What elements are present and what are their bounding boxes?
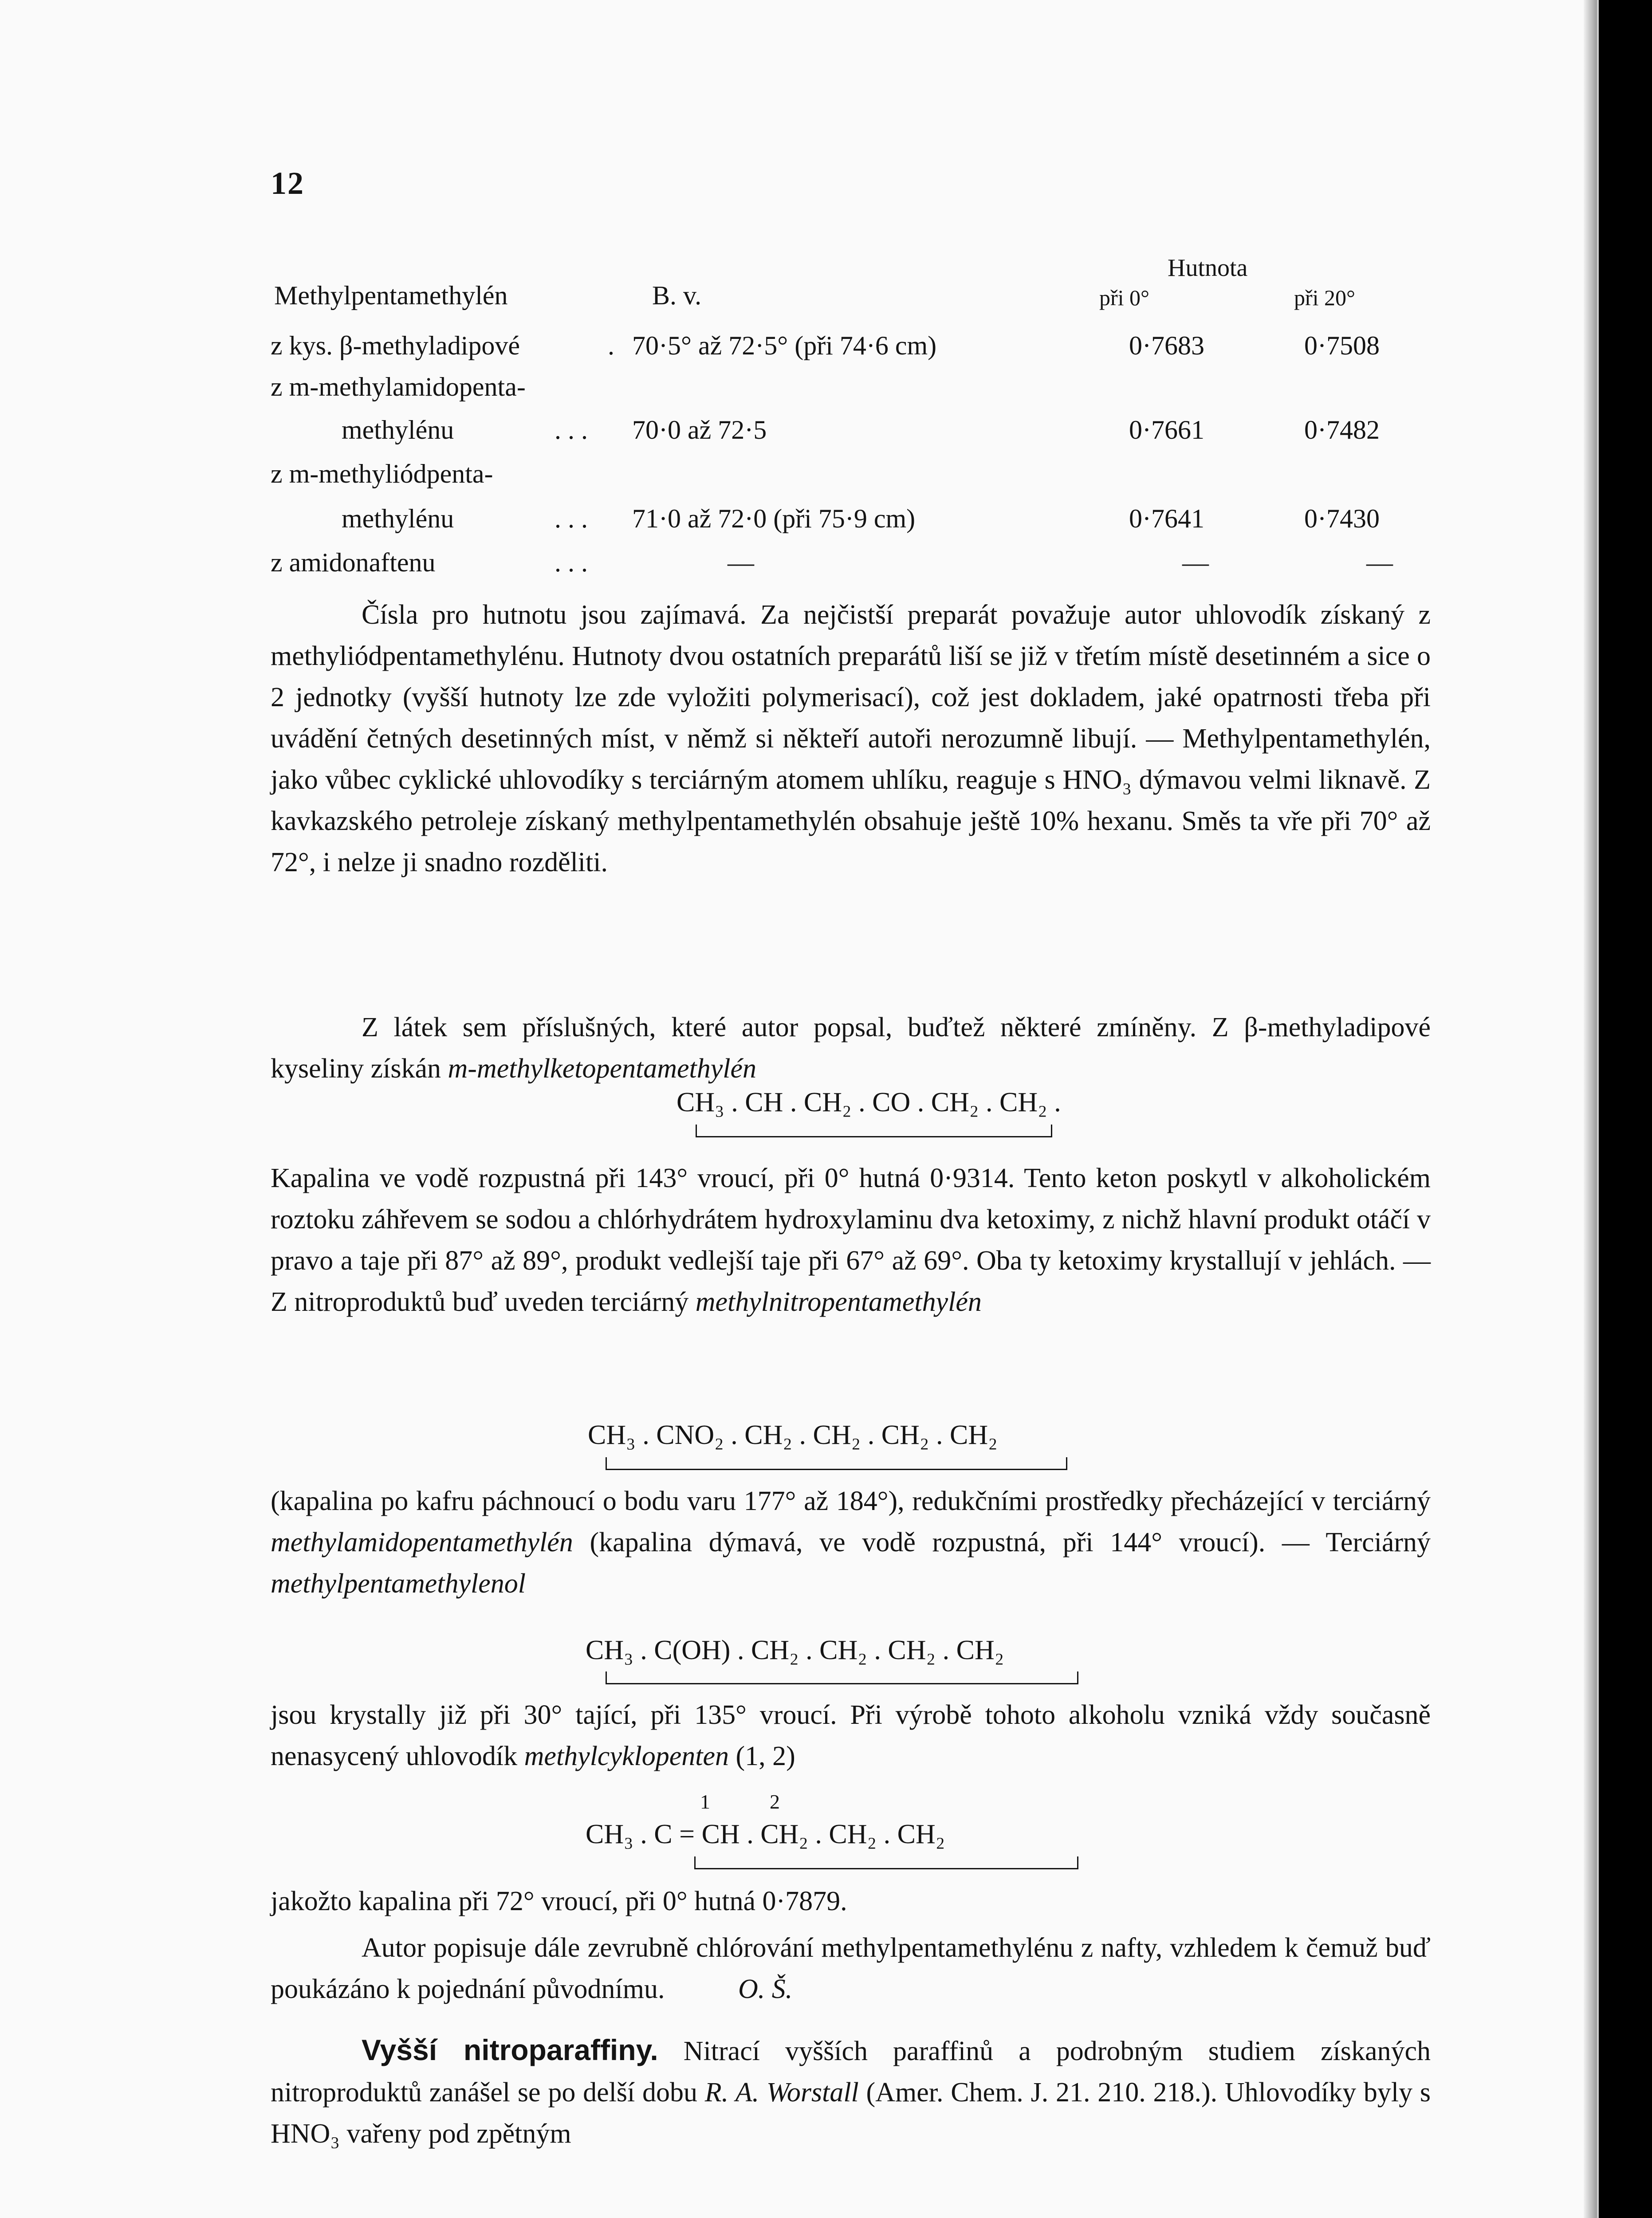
paragraph-text: Autor popisuje dále zevrubně chlórování methylpentamethylénu z nafty, vzhledem k čemuž buď poukázáno k pojednání původnímu. [271,1933,1431,2004]
row-bv: — [728,548,754,577]
row-dots: . . . [555,548,588,577]
row-bv: 70·0 až 72·5 [632,415,767,444]
row-name: z amidonaftenu [271,548,436,577]
ring-bracket [606,1671,1078,1684]
row-name: z m-methylamidopenta- [271,372,526,401]
table-header-density: Hutnota [1168,254,1248,282]
row-d0: 0·7683 [1129,331,1204,360]
table-header-at20: při 20° [1294,285,1356,310]
row-name: z kys. β-methyladipové [271,331,520,360]
compound-name: methylnitropentamethylén [695,1287,982,1317]
paragraph-text: Z látek sem příslušných, které autor popsal, buďtež některé zmíněny. Z β-methyladipové kyseliny získán [271,1012,1431,1084]
row-bv: 70·5° až 72·5° (při 74·6 cm) [632,331,937,360]
row-name: methylénu [342,504,454,533]
ring-bracket [606,1457,1067,1470]
table-header-bv: B. v. [652,281,702,310]
row-d0: — [1182,548,1209,577]
row-d0: 0·7641 [1129,504,1204,533]
compound-name: methylamidopentamethylén [271,1527,573,1557]
paragraph-text: Nitrací vyšších paraffinů a podrobným studiem získaných nitroproduktů zanášel se po delší dobu [271,2036,1431,2108]
section-title: Vyšší nitroparaffiny. [362,2033,658,2066]
author-name: R. A. Worstall [704,2077,859,2108]
row-name: z m-methyliódpenta- [271,459,493,488]
formula-methylpentamethylenol: CH₃ . C(OH) . CH₂ . CH₂ . CH₂ . CH₂ [586,1635,1004,1665]
table-header-at0: při 0° [1099,285,1150,310]
paragraph-keton [271,1158,1431,1323]
row-dots: . . . [555,415,588,444]
paragraph-nitro [271,1481,1431,1605]
paragraph-nitroparaffins [271,2029,1431,2155]
formula-methylnitropentamethylen: CH₃ . CNO₂ . CH₂ . CH₂ . CH₂ . CH₂ [588,1420,998,1450]
paragraph-chlorination [271,1927,1431,2010]
row-bv: 71·0 až 72·0 (při 75·9 cm) [632,504,916,533]
row-name: methylénu [342,415,454,444]
page-number: 12 [271,165,304,201]
row-d0: 0·7661 [1129,415,1204,444]
paragraph-text: jsou krystally již při 30° tající, při 135° vroucí. Při výrobě tohoto alkoholu vzniká vždy současně nenasycený uhlovodík [271,1700,1431,1771]
compound-name: methylcyklopenten [524,1741,729,1771]
atom-number: 2 [770,1790,780,1813]
ring-bracket [694,1856,1078,1869]
row-dots: . [608,331,614,360]
formula-methylcyklopenten: CH₃ . C = CH . CH₂ . CH₂ . CH₂ [586,1819,945,1849]
row-d20: 0·7482 [1304,415,1380,444]
ring-bracket [696,1125,1052,1137]
paragraph-text: Kapalina ve vodě rozpustná při 143° vroucí, při 0° hutná 0·9314. Tento keton poskytl v alkoholickém roztoku záhřevem se sodou a chlórhydrátem hydroxylaminu dva ketoximy, z nichž hlavní produkt otáčí v pravo a taje při 87° až 89°, produkt vedlejší taje při 67° až 69°. Oba ty ketoximy krystallují v jehlách. — Z nitroproduktů buď uveden terciárný [271,1163,1431,1317]
paragraph-liquid: jakožto kapalina při 72° vroucí, při 0° hutná 0·7879. [271,1886,847,1916]
compound-name: m-methylketopentamethylén [448,1054,756,1084]
page-edge-shadow [1584,0,1597,2218]
row-d20: 0·7508 [1304,331,1380,360]
paragraph-alcohol [271,1695,1431,1777]
row-d20: 0·7430 [1304,504,1380,533]
paragraph-text: (1, 2) [736,1741,795,1771]
compound-name: methylpentamethylenol [271,1569,526,1599]
row-dots: . . . [555,504,588,533]
table-header-name: Methylpentamethylén [274,281,508,310]
paragraph-density-discussion: Čísla pro hutnotu jsou zajímavá. Za nejčistší preparát považuje autor uhlovodík získaný z methyliódpentamethylénu. Hutnoty dvou ostatních preparátů liší se již v třetím místě desetinném a sice o 2 jednotky (vyšší hutnoty lze zde vyložiti polymerisací), což jest dokladem, jaké opatrnosti třeba při uvádění četných desetinných míst, v němž si někteří autoři nerozumně libují. — Methylpentamethylén, jako vůbec cyklické uhlovodíky s terciárným atomem uhlíku, reaguje s HNO₃ dýmavou velmi liknavě. Z kavkazského petroleje získaný methylpentamethylén obsahuje ještě 10% hexanu. Směs ta vře při 70° až 72°, i nelze ji snadno rozděliti. [271,600,1431,877]
row-d20: — [1366,548,1393,577]
atom-number: 1 [700,1790,710,1813]
signature: O. Š. [738,1974,793,2004]
paragraph-compounds-intro [271,1007,1431,1089]
paragraph-text: (Amer. Chem. J. 21. 210. 218.). Uhlovodíky byly s HNO₃ vařeny pod zpětným [271,2077,1431,2149]
formula-methylketopentamethylen: CH₃ . CH . CH₂ . CO . CH₂ . CH₂ . [677,1087,1061,1117]
paragraph-text: (kapalina po kafru páchnoucí o bodu varu 177° až 184°), redukčními prostředky přecházející v terciárný [271,1486,1431,1516]
paragraph-text: (kapalina dýmavá, ve vodě rozpustná, při 144° vroucí). — Terciárný [590,1527,1431,1557]
